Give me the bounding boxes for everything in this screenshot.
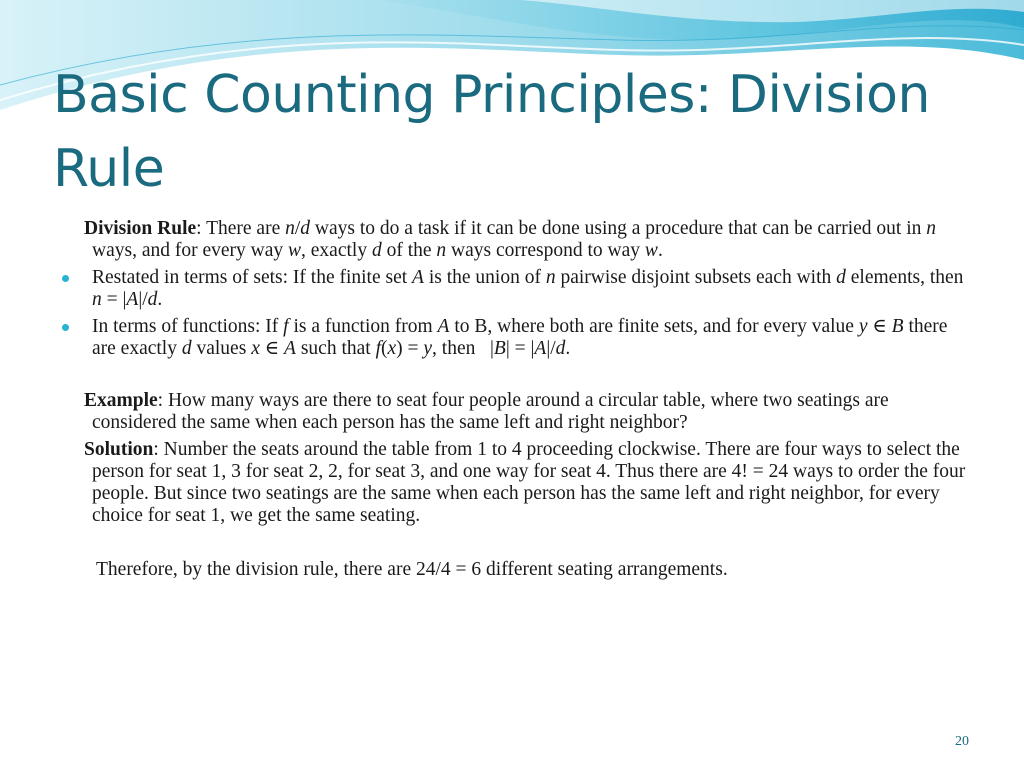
text-run: ∈ — [259, 338, 285, 359]
example-paragraph — [62, 390, 972, 434]
math-var: d — [300, 218, 311, 239]
math-var: A — [412, 267, 424, 288]
text-run: . — [657, 240, 663, 261]
math-var: A — [126, 289, 139, 310]
text-run: : How many ways are there to seat four people around a circular table, where two seatings are considered the same when each person has the same left and right neighbor? — [92, 390, 889, 433]
bullet-dot-icon — [62, 275, 69, 282]
text-run: such that — [295, 338, 376, 359]
math-var: w — [644, 240, 658, 261]
text-run: , then | — [432, 338, 494, 359]
text-run: values — [191, 338, 252, 359]
text-run: ways, and for every way — [92, 240, 289, 261]
text-run: / — [294, 218, 301, 239]
division-rule-label: Division Rule — [84, 218, 197, 239]
text-run: Restated in terms of sets: If the finite set — [92, 267, 413, 288]
math-var: x — [251, 338, 260, 359]
math-var: n — [285, 218, 295, 239]
math-var: y — [423, 338, 433, 359]
text-run: | = | — [505, 338, 535, 359]
text-run: elements, then — [845, 267, 964, 288]
text-run: . — [157, 289, 163, 310]
math-var: x — [387, 338, 397, 359]
text-run: = | — [101, 289, 127, 310]
math-var: B — [891, 316, 904, 337]
text-run: ∈ — [867, 316, 892, 337]
math-var: A — [284, 338, 296, 359]
math-var: A — [534, 338, 547, 359]
bullet-functions — [62, 316, 972, 360]
conclusion-paragraph — [62, 559, 972, 581]
text-run: |/ — [546, 338, 556, 359]
math-var: d — [181, 338, 192, 359]
math-var: n — [436, 240, 447, 261]
math-var: d — [371, 240, 382, 261]
text-run: is a function from — [288, 316, 438, 337]
math-var: n — [545, 267, 556, 288]
text-run: |/ — [138, 289, 148, 310]
example-label: Example — [84, 390, 158, 411]
text-run: , exactly — [301, 240, 372, 261]
text-run: ( — [380, 338, 388, 359]
solution-paragraph — [62, 439, 972, 527]
text-run: there are exactly — [92, 316, 948, 359]
math-var: f — [283, 316, 289, 337]
text-run: ) = — [396, 338, 424, 359]
text-run: : Number the seats around the table from 1 to 4 proceeding clockwise. There are four ways to select the person for seat 1, 3 for seat 2, 2, for seat 3, and one way for seat 4. Thus there are 4! = 24 ways to order the four people. But since two seatings are the same when each person has the same left and right neighbor, for every choice for seat 1, we get the same seating. — [92, 439, 966, 526]
solution-label: Solution — [84, 439, 154, 460]
bullet-sets — [62, 267, 972, 311]
math-var: B — [493, 338, 506, 359]
text-run: : There are — [196, 218, 286, 239]
page-number: 20 — [955, 734, 969, 749]
division-rule-paragraph — [62, 218, 972, 262]
text-run: . — [565, 338, 571, 359]
text-run: In terms of functions: If — [92, 316, 284, 337]
math-var: d — [836, 267, 846, 288]
math-var: A — [437, 316, 450, 337]
text-run: to B, where both are finite sets, and for every value — [449, 316, 859, 337]
text-run: is the union of — [423, 267, 546, 288]
text-run: ways correspond to way — [446, 240, 645, 261]
math-var: d — [147, 289, 158, 310]
math-var: n — [92, 289, 102, 310]
text-run: of the — [381, 240, 437, 261]
text-run: ways to do a task if it can be done using a procedure that can be carried out in — [310, 218, 927, 239]
math-var: d — [555, 338, 566, 359]
slide-title: Basic Counting Principles: Division Rule — [53, 65, 930, 199]
math-var: w — [288, 240, 302, 261]
math-var: f — [375, 338, 381, 359]
slide-body — [62, 218, 972, 581]
math-var: y — [858, 316, 868, 337]
bullet-dot-icon — [62, 324, 69, 331]
math-var: n — [926, 218, 936, 239]
text-run: pairwise disjoint subsets each with — [555, 267, 837, 288]
text-run: Therefore, by the division rule, there are 24/4 = 6 different seating arrangements. — [96, 559, 728, 580]
